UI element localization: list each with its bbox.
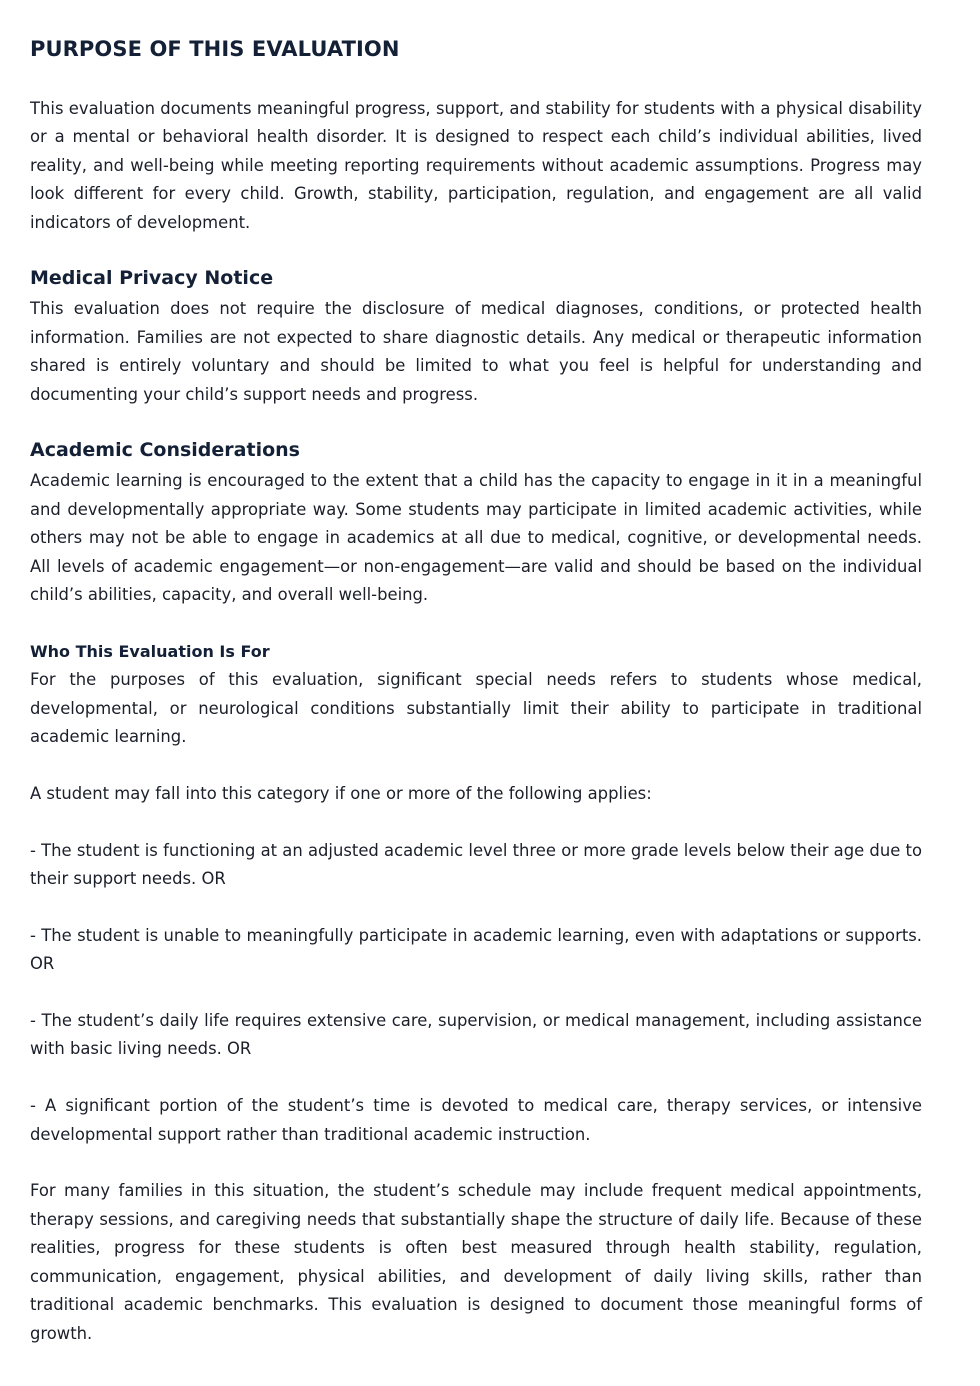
spacer bbox=[30, 409, 922, 437]
spacer bbox=[30, 751, 922, 779]
intro-paragraph: This evaluation documents meaningful progress, support, and stability for students with a physical disability or a mental or behavioral health disorder. It is designed to respect each child’s individual abilities, lived reality, and well-being while meeting reporting requirements without academic assumptions. Progress may look different for every child. Growth, stability, participation, regulation, and engagement are all valid indicators of development. bbox=[30, 99, 922, 232]
closing-paragraph: For many families in this situation, the student’s schedule may include frequent medical appointments, therapy sessions, and caregiving needs that substantially shape the structure of daily life. Because of these realities, progress for these students is often best measured through health stability, regulation, communication, engagement, physical abilities, and development of daily living skills, rather than traditional academic benchmarks. This evaluation is designed to document those meaningful forms of growth. bbox=[30, 1181, 922, 1343]
criteria-item: - A significant portion of the student’s time is devoted to medical care, therapy services, or intensive developmental support rather than traditional academic instruction. bbox=[30, 1096, 922, 1144]
spacer bbox=[30, 808, 922, 836]
privacy-paragraph: This evaluation does not require the disclosure of medical diagnoses, conditions, or protected health information. Families are not expected to share diagnostic details. Any medical or therapeutic information shared is entirely voluntary and should be limited to what you feel is helpful for understanding and documenting your child’s support needs and progress. bbox=[30, 299, 922, 404]
who-heading: Who This Evaluation Is For bbox=[30, 641, 270, 661]
academic-heading: Academic Considerations bbox=[30, 439, 300, 462]
criteria-lead: A student may fall into this category if one or more of the following applies: bbox=[30, 783, 652, 803]
spacer bbox=[30, 979, 922, 1007]
spacer bbox=[30, 1064, 922, 1092]
page-title: PURPOSE OF THIS EVALUATION bbox=[30, 37, 400, 61]
privacy-heading: Medical Privacy Notice bbox=[30, 267, 274, 290]
criteria-item: - The student’s daily life requires extensive care, supervision, or medical management, including assistance with basic living needs. OR bbox=[30, 1011, 922, 1059]
criteria-item: - The student is unable to meaningfully participate in academic learning, even with adaptations or supports. OR bbox=[30, 925, 922, 974]
spacer bbox=[30, 893, 922, 921]
spacer bbox=[30, 237, 922, 265]
who-paragraph: For the purposes of this evaluation, significant special needs refers to students whose medical, developmental, or neurological conditions substantially limit their ability to participate in traditional academic learning. bbox=[30, 670, 922, 747]
spacer bbox=[30, 609, 922, 637]
criteria-item: - The student is functioning at an adjusted academic level three or more grade levels below their age due to their support needs. OR bbox=[30, 840, 922, 889]
academic-paragraph: Academic learning is encouraged to the extent that a child has the capacity to engage in it in a meaningful and developmentally appropriate way. Some students may participate in limited academic activities, while others may not be able to engage in academics at all due to medical, cognitive, or developmental needs. All levels of academic engagement—or non-engagement—are valid and should be based on the individual child’s abilities, capacity, and overall well-being. bbox=[30, 471, 922, 605]
spacer bbox=[30, 1149, 922, 1177]
